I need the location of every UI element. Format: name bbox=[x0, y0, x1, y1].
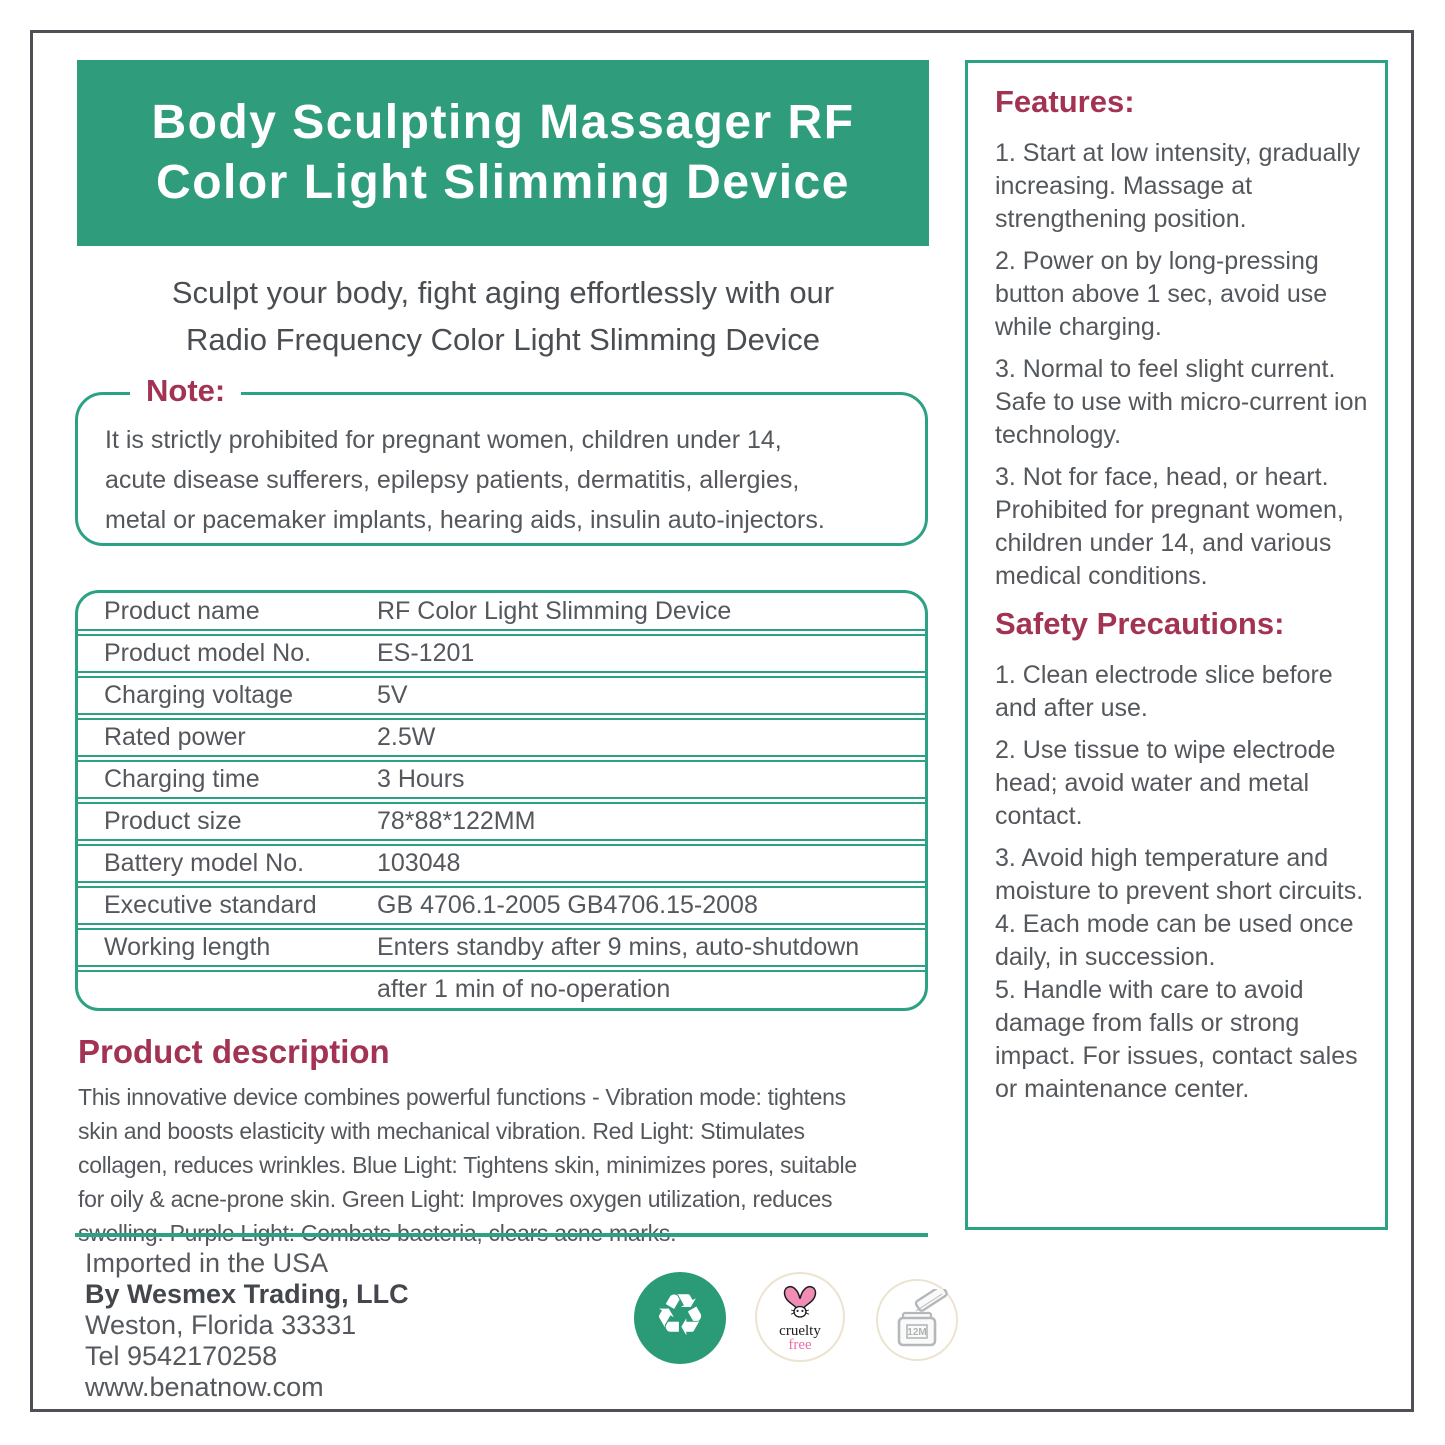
row-label: Charging time bbox=[104, 765, 260, 793]
product-title-banner bbox=[77, 60, 929, 246]
importer-address: Weston, Florida 33331 bbox=[85, 1310, 357, 1340]
table-row bbox=[78, 886, 925, 925]
safety-item: 2. Use tissue to wipe electrode head; avoid water and metal contact. bbox=[995, 736, 1336, 830]
tagline-line1: Sculpt your body, fight aging effortlessly with our bbox=[171, 275, 835, 310]
row-label: Executive standard bbox=[104, 891, 317, 919]
importer-website: www.benatnow.com bbox=[85, 1372, 324, 1402]
safety-item: 3. Avoid high temperature and moisture to prevent short circuits. bbox=[995, 844, 1364, 905]
importer-info bbox=[85, 1248, 409, 1403]
row-value: 5V bbox=[377, 681, 408, 709]
feature-item: 3. Not for face, head, or heart. Prohibited for pregnant women, children under 14, and various medical conditions. bbox=[995, 463, 1344, 590]
product-description bbox=[78, 1080, 958, 1250]
note-line: metal or pacemaker implants, hearing aids, insulin auto-injectors. bbox=[105, 506, 825, 534]
free-label: free bbox=[788, 1337, 812, 1353]
feature-item: 2. Power on by long-pressing button above 1 sec, avoid use while charging. bbox=[995, 247, 1328, 341]
product-title-line2: Color Light Slimming Device bbox=[156, 156, 850, 209]
tagline-line2: Radio Frequency Color Light Slimming Device bbox=[185, 322, 821, 357]
row-value: ES-1201 bbox=[377, 639, 475, 667]
row-label: Battery model No. bbox=[104, 849, 305, 877]
cruelty-free-icon bbox=[755, 1272, 845, 1362]
row-value: RF Color Light Slimming Device bbox=[377, 597, 732, 625]
note-line: It is strictly prohibited for pregnant women, children under 14, bbox=[105, 426, 782, 454]
importer-phone: Tel 9542170258 bbox=[85, 1341, 278, 1371]
table-row bbox=[78, 634, 925, 673]
row-value: Enters standby after 9 mins, auto-shutdown bbox=[377, 933, 860, 961]
green-divider bbox=[75, 1233, 928, 1237]
table-row bbox=[78, 760, 925, 799]
description-line: collagen, reduces wrinkles. Blue Light: Tightens skin, minimizes pores, suitable bbox=[78, 1152, 857, 1178]
safety-precautions-heading: Safety Precautions: bbox=[995, 606, 1285, 641]
note-body bbox=[78, 395, 925, 540]
note-line: acute disease sufferers, epilepsy patients, dermatitis, allergies, bbox=[105, 466, 800, 494]
table-row bbox=[78, 970, 925, 1007]
row-value: 3 Hours bbox=[377, 765, 465, 793]
features-safety-panel bbox=[965, 60, 1388, 1230]
row-value: 103048 bbox=[377, 849, 461, 877]
pao-duration-label: 12M bbox=[907, 1327, 927, 1338]
row-value: after 1 min of no-operation bbox=[377, 975, 671, 1003]
row-label: Product model No. bbox=[104, 639, 312, 667]
recycle-icon bbox=[634, 1272, 726, 1364]
table-row bbox=[78, 802, 925, 841]
recycle-symbol: ♻ bbox=[654, 1283, 706, 1348]
importer-company: By Wesmex Trading, LLC bbox=[85, 1279, 409, 1309]
row-label: Rated power bbox=[104, 723, 246, 751]
table-row bbox=[78, 844, 925, 883]
pao-12m-icon bbox=[876, 1279, 958, 1361]
tagline bbox=[77, 269, 929, 363]
feature-item: 1. Start at low intensity, gradually increasing. Massage at strengthening position. bbox=[995, 139, 1360, 233]
bunny-heart-icon bbox=[774, 1281, 826, 1323]
row-label: Product name bbox=[104, 597, 260, 625]
open-jar-icon bbox=[884, 1289, 950, 1351]
importer-line: Imported in the USA bbox=[85, 1248, 329, 1278]
description-line: skin and boosts elasticity with mechanical vibration. Red Light: Stimulates bbox=[78, 1118, 805, 1144]
safety-item: 1. Clean electrode slice before and after use. bbox=[995, 661, 1333, 722]
product-description-heading: Product description bbox=[78, 1033, 390, 1070]
safety-item: 4. Each mode can be used once daily, in succession. bbox=[995, 910, 1354, 971]
row-value: 78*88*122MM bbox=[377, 807, 536, 835]
feature-item: 3. Normal to feel slight current. Safe to use with micro-current ion technology. bbox=[995, 355, 1368, 449]
row-value: 2.5W bbox=[377, 723, 436, 751]
spec-table bbox=[75, 590, 928, 1011]
safety-item: 5. Handle with care to avoid damage from falls or strong impact. For issues, contact sales or maintenance center. bbox=[995, 976, 1358, 1103]
row-label: Product size bbox=[104, 807, 242, 835]
note-box bbox=[75, 373, 928, 546]
row-label: Charging voltage bbox=[104, 681, 294, 709]
note-heading: Note: bbox=[130, 373, 241, 409]
description-line: This innovative device combines powerful functions - Vibration mode: tightens bbox=[78, 1084, 846, 1110]
table-row bbox=[78, 718, 925, 757]
row-label: Working length bbox=[104, 933, 271, 961]
row-value: GB 4706.1-2005 GB4706.15-2008 bbox=[377, 891, 758, 919]
product-title-line1: Body Sculpting Massager RF bbox=[151, 96, 855, 149]
description-line: for oily & acne-prone skin. Green Light: Improves oxygen utilization, reduces bbox=[78, 1186, 833, 1212]
table-row bbox=[78, 676, 925, 715]
product-label-page bbox=[30, 30, 1414, 1412]
features-heading: Features: bbox=[995, 84, 1135, 119]
table-row bbox=[78, 594, 925, 631]
table-row bbox=[78, 928, 925, 967]
cruelty-label: cruelty bbox=[779, 1323, 821, 1339]
